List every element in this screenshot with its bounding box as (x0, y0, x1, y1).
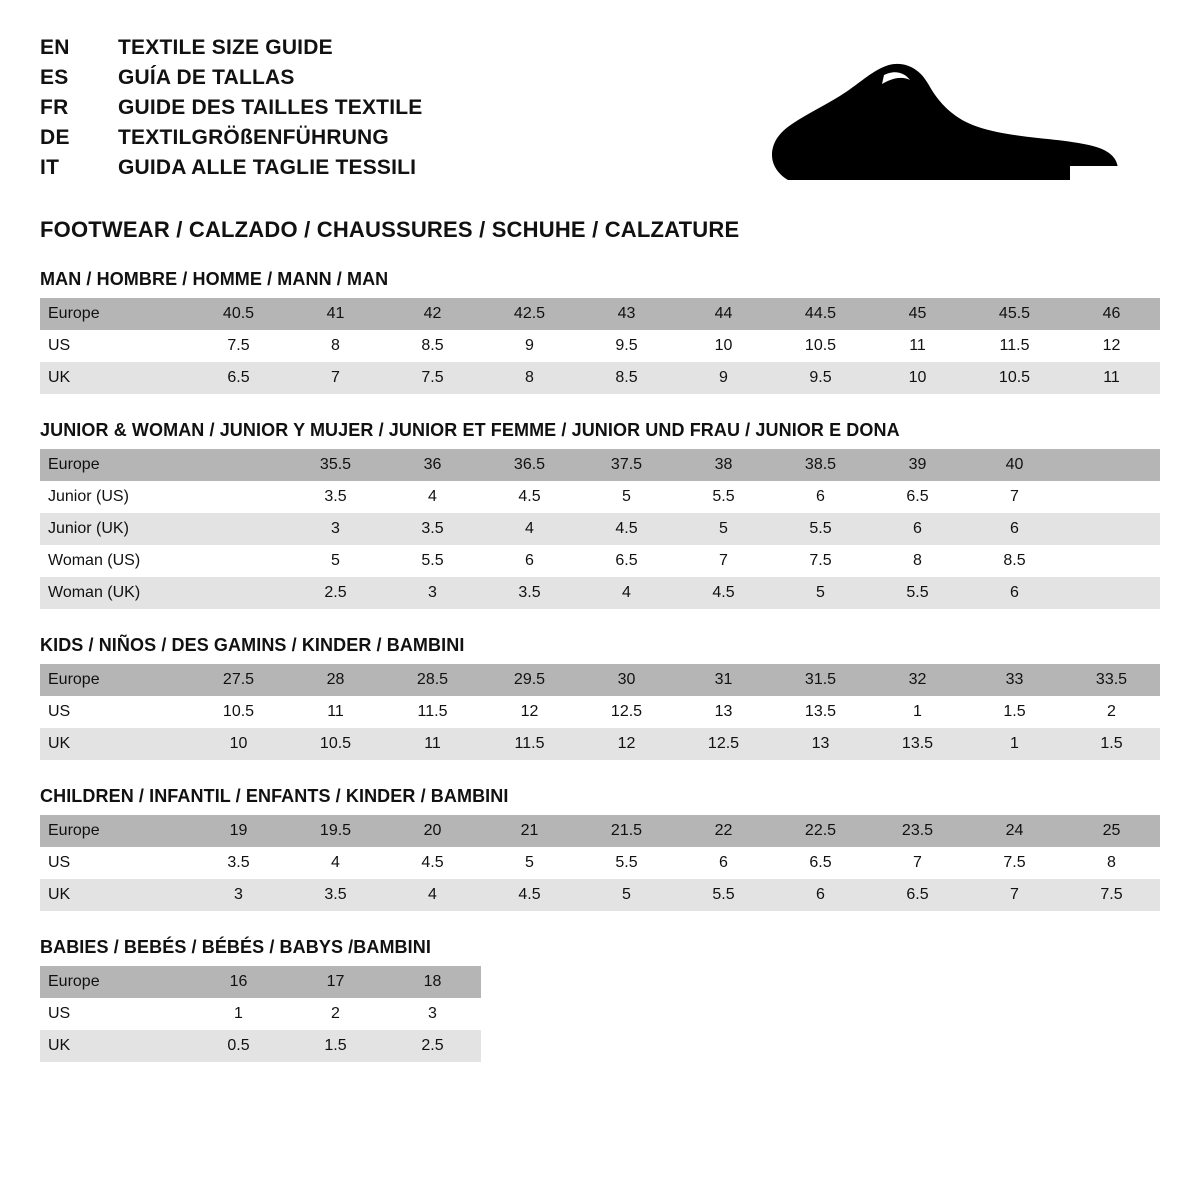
table-row (40, 815, 1160, 847)
row-label: US (40, 696, 190, 728)
cell: 11 (869, 330, 966, 362)
cell: 5 (481, 847, 578, 879)
cell: 33 (966, 664, 1063, 696)
cell: 30 (578, 664, 675, 696)
cell: 7 (287, 362, 384, 394)
cell: 3 (287, 513, 384, 545)
row-label: Europe (40, 966, 190, 998)
cell (1063, 481, 1160, 513)
cell: 11.5 (966, 330, 1063, 362)
cell: 5.5 (578, 847, 675, 879)
section-children (40, 786, 1160, 911)
cell: 8 (287, 330, 384, 362)
row-label: Europe (40, 298, 190, 330)
cell: 36.5 (481, 449, 578, 481)
cell: 2.5 (384, 1030, 481, 1062)
row-label: Europe (40, 815, 190, 847)
cell: 7 (966, 879, 1063, 911)
cell: 42 (384, 298, 481, 330)
cell: 5.5 (384, 545, 481, 577)
cell: 37.5 (578, 449, 675, 481)
language-row (40, 156, 422, 180)
cell: 4 (384, 879, 481, 911)
cell: 2 (1063, 696, 1160, 728)
language-title-list (40, 36, 422, 186)
cell: 12 (578, 728, 675, 760)
cell: 8.5 (578, 362, 675, 394)
cell: 36 (384, 449, 481, 481)
cell: 31 (675, 664, 772, 696)
cell: 8.5 (384, 330, 481, 362)
cell: 4.5 (481, 879, 578, 911)
cell: 23.5 (869, 815, 966, 847)
row-label: UK (40, 879, 190, 911)
cell (1063, 513, 1160, 545)
cell: 8 (481, 362, 578, 394)
cell: 6 (869, 513, 966, 545)
table-row (40, 513, 1160, 545)
cell: 4.5 (578, 513, 675, 545)
cell: 7.5 (1063, 879, 1160, 911)
cell: 22 (675, 815, 772, 847)
cell: 6.5 (869, 481, 966, 513)
cell: 39 (869, 449, 966, 481)
category-title: FOOTWEAR / CALZADO / CHAUSSURES / SCHUHE / CALZATURE (40, 217, 740, 242)
cell: 24 (966, 815, 1063, 847)
cell (1063, 577, 1160, 609)
row-label: Junior (UK) (40, 513, 190, 545)
cell: 43 (578, 298, 675, 330)
cell: 21 (481, 815, 578, 847)
language-title: TEXTILGRÖßENFÜHRUNG (118, 126, 389, 149)
row-label: UK (40, 362, 190, 394)
row-label: US (40, 330, 190, 362)
section-title: KIDS / NIÑOS / DES GAMINS / KINDER / BAMBINI (40, 635, 465, 655)
table-row (40, 847, 1160, 879)
cell: 3.5 (481, 577, 578, 609)
cell: 5.5 (675, 481, 772, 513)
cell: 10 (869, 362, 966, 394)
cell: 5 (675, 513, 772, 545)
cell: 9 (675, 362, 772, 394)
cell: 4 (578, 577, 675, 609)
row-label: US (40, 847, 190, 879)
cell: 21.5 (578, 815, 675, 847)
cell: 11.5 (481, 728, 578, 760)
cell: 3.5 (287, 481, 384, 513)
cell: 5.5 (869, 577, 966, 609)
cell: 6 (772, 481, 869, 513)
row-label: US (40, 998, 190, 1030)
language-code: ES (40, 66, 69, 89)
table-row (40, 879, 1160, 911)
table-row (40, 330, 1160, 362)
cell: 12.5 (675, 728, 772, 760)
language-row (40, 36, 422, 60)
cell: 20 (384, 815, 481, 847)
cell: 9.5 (772, 362, 869, 394)
cell: 44.5 (772, 298, 869, 330)
row-label: Junior (US) (40, 481, 190, 513)
row-label: Europe (40, 449, 190, 481)
cell: 7.5 (384, 362, 481, 394)
cell: 3.5 (190, 847, 287, 879)
cell: 29.5 (481, 664, 578, 696)
cell: 28.5 (384, 664, 481, 696)
language-code: IT (40, 156, 60, 179)
language-row (40, 96, 422, 120)
cell (190, 481, 287, 513)
cell: 17 (287, 966, 384, 998)
cell: 19 (190, 815, 287, 847)
table-row (40, 696, 1160, 728)
cell: 33.5 (1063, 664, 1160, 696)
cell: 6 (481, 545, 578, 577)
language-code: EN (40, 36, 70, 59)
table-row (40, 449, 1160, 481)
cell: 6 (966, 513, 1063, 545)
language-row (40, 126, 422, 150)
cell: 40 (966, 449, 1063, 481)
cell (1063, 545, 1160, 577)
cell: 35.5 (287, 449, 384, 481)
table-row (40, 728, 1160, 760)
cell: 3.5 (384, 513, 481, 545)
cell: 25 (1063, 815, 1160, 847)
dress-shoe-icon (760, 62, 1130, 187)
cell (190, 449, 287, 481)
size-table-babies (40, 966, 481, 1062)
cell: 4.5 (481, 481, 578, 513)
cell: 1 (869, 696, 966, 728)
cell (190, 577, 287, 609)
cell: 6 (966, 577, 1063, 609)
cell: 31.5 (772, 664, 869, 696)
cell: 4 (384, 481, 481, 513)
cell: 1 (190, 998, 287, 1030)
table-row (40, 362, 1160, 394)
cell: 2 (287, 998, 384, 1030)
cell: 6 (675, 847, 772, 879)
cell: 4.5 (675, 577, 772, 609)
cell: 13 (772, 728, 869, 760)
cell: 5 (578, 879, 675, 911)
language-code: FR (40, 96, 69, 119)
table-row (40, 664, 1160, 696)
cell: 7 (675, 545, 772, 577)
cell: 12 (1063, 330, 1160, 362)
cell: 5 (287, 545, 384, 577)
section-title: BABIES / BEBÉS / BÉBÉS / BABYS /BAMBINI (40, 937, 431, 957)
cell: 1.5 (287, 1030, 384, 1062)
table-row (40, 481, 1160, 513)
cell: 10 (190, 728, 287, 760)
cell: 18 (384, 966, 481, 998)
row-label: Woman (US) (40, 545, 190, 577)
cell: 6 (772, 879, 869, 911)
language-title: GUIDE DES TAILLES TEXTILE (118, 96, 423, 119)
cell: 22.5 (772, 815, 869, 847)
cell: 6.5 (578, 545, 675, 577)
cell: 7 (966, 481, 1063, 513)
cell: 10.5 (190, 696, 287, 728)
section-title: JUNIOR & WOMAN / JUNIOR Y MUJER / JUNIOR ET FEMME / JUNIOR UND FRAU / JUNIOR E DONA (40, 420, 900, 440)
cell: 3.5 (287, 879, 384, 911)
cell: 38 (675, 449, 772, 481)
cell: 10 (675, 330, 772, 362)
cell: 10.5 (772, 330, 869, 362)
cell: 3 (384, 577, 481, 609)
cell: 6.5 (869, 879, 966, 911)
section-babies (40, 937, 1160, 1062)
cell: 32 (869, 664, 966, 696)
cell (1063, 449, 1160, 481)
cell (190, 545, 287, 577)
cell: 40.5 (190, 298, 287, 330)
cell: 2.5 (287, 577, 384, 609)
cell: 8 (1063, 847, 1160, 879)
cell: 3 (190, 879, 287, 911)
cell: 46 (1063, 298, 1160, 330)
section-title: MAN / HOMBRE / HOMME / MANN / MAN (40, 269, 389, 289)
section-man (40, 269, 1160, 394)
cell: 5.5 (675, 879, 772, 911)
cell: 27.5 (190, 664, 287, 696)
cell: 3 (384, 998, 481, 1030)
cell: 7.5 (190, 330, 287, 362)
size-table-children (40, 815, 1160, 911)
cell: 4 (287, 847, 384, 879)
cell: 16 (190, 966, 287, 998)
language-title: GUÍA DE TALLAS (118, 66, 295, 89)
cell: 45.5 (966, 298, 1063, 330)
cell: 5 (772, 577, 869, 609)
row-label: UK (40, 728, 190, 760)
cell: 13.5 (869, 728, 966, 760)
cell: 12.5 (578, 696, 675, 728)
cell: 19.5 (287, 815, 384, 847)
section-junior-woman (40, 420, 1160, 609)
language-title: GUIDA ALLE TAGLIE TESSILI (118, 156, 417, 179)
table-row (40, 577, 1160, 609)
section-title: CHILDREN / INFANTIL / ENFANTS / KINDER / BAMBINI (40, 786, 509, 806)
cell: 9.5 (578, 330, 675, 362)
cell: 13.5 (772, 696, 869, 728)
cell: 6.5 (772, 847, 869, 879)
table-row (40, 298, 1160, 330)
cell: 7.5 (772, 545, 869, 577)
cell: 5 (578, 481, 675, 513)
cell: 11 (1063, 362, 1160, 394)
cell: 7.5 (966, 847, 1063, 879)
row-label: Woman (UK) (40, 577, 190, 609)
cell: 8.5 (966, 545, 1063, 577)
cell: 6.5 (190, 362, 287, 394)
cell: 1.5 (966, 696, 1063, 728)
cell: 44 (675, 298, 772, 330)
cell: 11 (287, 696, 384, 728)
cell: 7 (869, 847, 966, 879)
cell: 38.5 (772, 449, 869, 481)
table-row (40, 966, 481, 998)
cell: 45 (869, 298, 966, 330)
size-table-kids (40, 664, 1160, 760)
cell: 8 (869, 545, 966, 577)
cell: 1.5 (1063, 728, 1160, 760)
cell: 10.5 (287, 728, 384, 760)
table-row (40, 1030, 481, 1062)
cell: 11 (384, 728, 481, 760)
table-row (40, 998, 481, 1030)
section-kids (40, 635, 1160, 760)
language-row (40, 66, 422, 90)
row-label: UK (40, 1030, 190, 1062)
cell: 1 (966, 728, 1063, 760)
cell: 9 (481, 330, 578, 362)
language-title: TEXTILE SIZE GUIDE (118, 36, 333, 59)
cell: 4.5 (384, 847, 481, 879)
cell: 28 (287, 664, 384, 696)
size-table-man (40, 298, 1160, 394)
size-table-junior-woman (40, 449, 1160, 609)
language-code: DE (40, 126, 70, 149)
cell: 41 (287, 298, 384, 330)
table-row (40, 545, 1160, 577)
row-label: Europe (40, 664, 190, 696)
cell: 4 (481, 513, 578, 545)
cell: 12 (481, 696, 578, 728)
cell: 42.5 (481, 298, 578, 330)
cell: 5.5 (772, 513, 869, 545)
cell (190, 513, 287, 545)
cell: 0.5 (190, 1030, 287, 1062)
page-header (40, 36, 1160, 187)
cell: 10.5 (966, 362, 1063, 394)
cell: 13 (675, 696, 772, 728)
cell: 11.5 (384, 696, 481, 728)
